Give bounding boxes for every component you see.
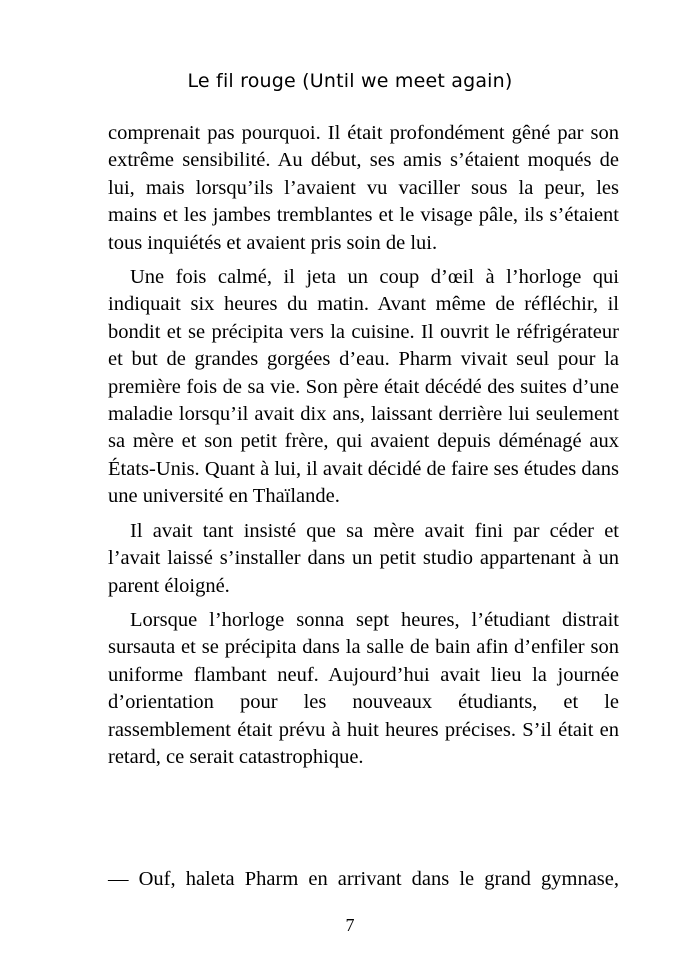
paragraph: Une fois calmé, il jeta un coup d’œil à l’horloge qui indiquait six heures du matin. Avant même de réfléchir, il bondit et se précipita vers la cuisine. Il ouvrit le réfrigérateur et but de grandes gorgées d’eau. Pharm vivait seul pour la première fois de sa vie. Son père était décédé des suites d’une maladie lorsqu’il avait dix ans, laissant derrière lui seulement sa mère et son petit frère, qui avaient depuis déménagé aux États-Unis. Quant à lui, il avait décidé de faire ses études dans une université en Thaïlande.: [108, 266, 619, 508]
body-text: [108, 120, 619, 778]
dialogue-line: — Ouf, haleta Pharm en arrivant dans le grand gymnase,: [108, 868, 619, 890]
paragraph: Il avait tant insisté que sa mère avait fini par céder et l’avait laissé s’installer dans un petit studio appartenant à un parent éloigné.: [108, 519, 619, 597]
page-number: 7: [345, 915, 355, 935]
paragraph: Lorsque l’horloge sonna sept heures, l’étudiant distrait sursauta et se précipita dans la salle de bain afin d’enfiler son uniforme flambant neuf. Aujourd’hui avait lieu la journée d’orientation pour les nouveaux étudiants, et le rassemblement était prévu à huit heures précises. S’il était en retard, ce serait catastrophique.: [108, 608, 619, 768]
running-header: Le fil rouge (Until we meet again): [187, 70, 513, 92]
paragraph: comprenait pas pourquoi. Il était profondément gêné par son extrême sensibilité. Au début, ses amis s’étaient moqués de lui, mais lorsqu’ils l’avaient vu vaciller sous la peur, les mains et les jambes tremblantes et le visage pâle, ils s’étaient tous inquiétés et avaient pris soin de lui.: [108, 122, 619, 254]
